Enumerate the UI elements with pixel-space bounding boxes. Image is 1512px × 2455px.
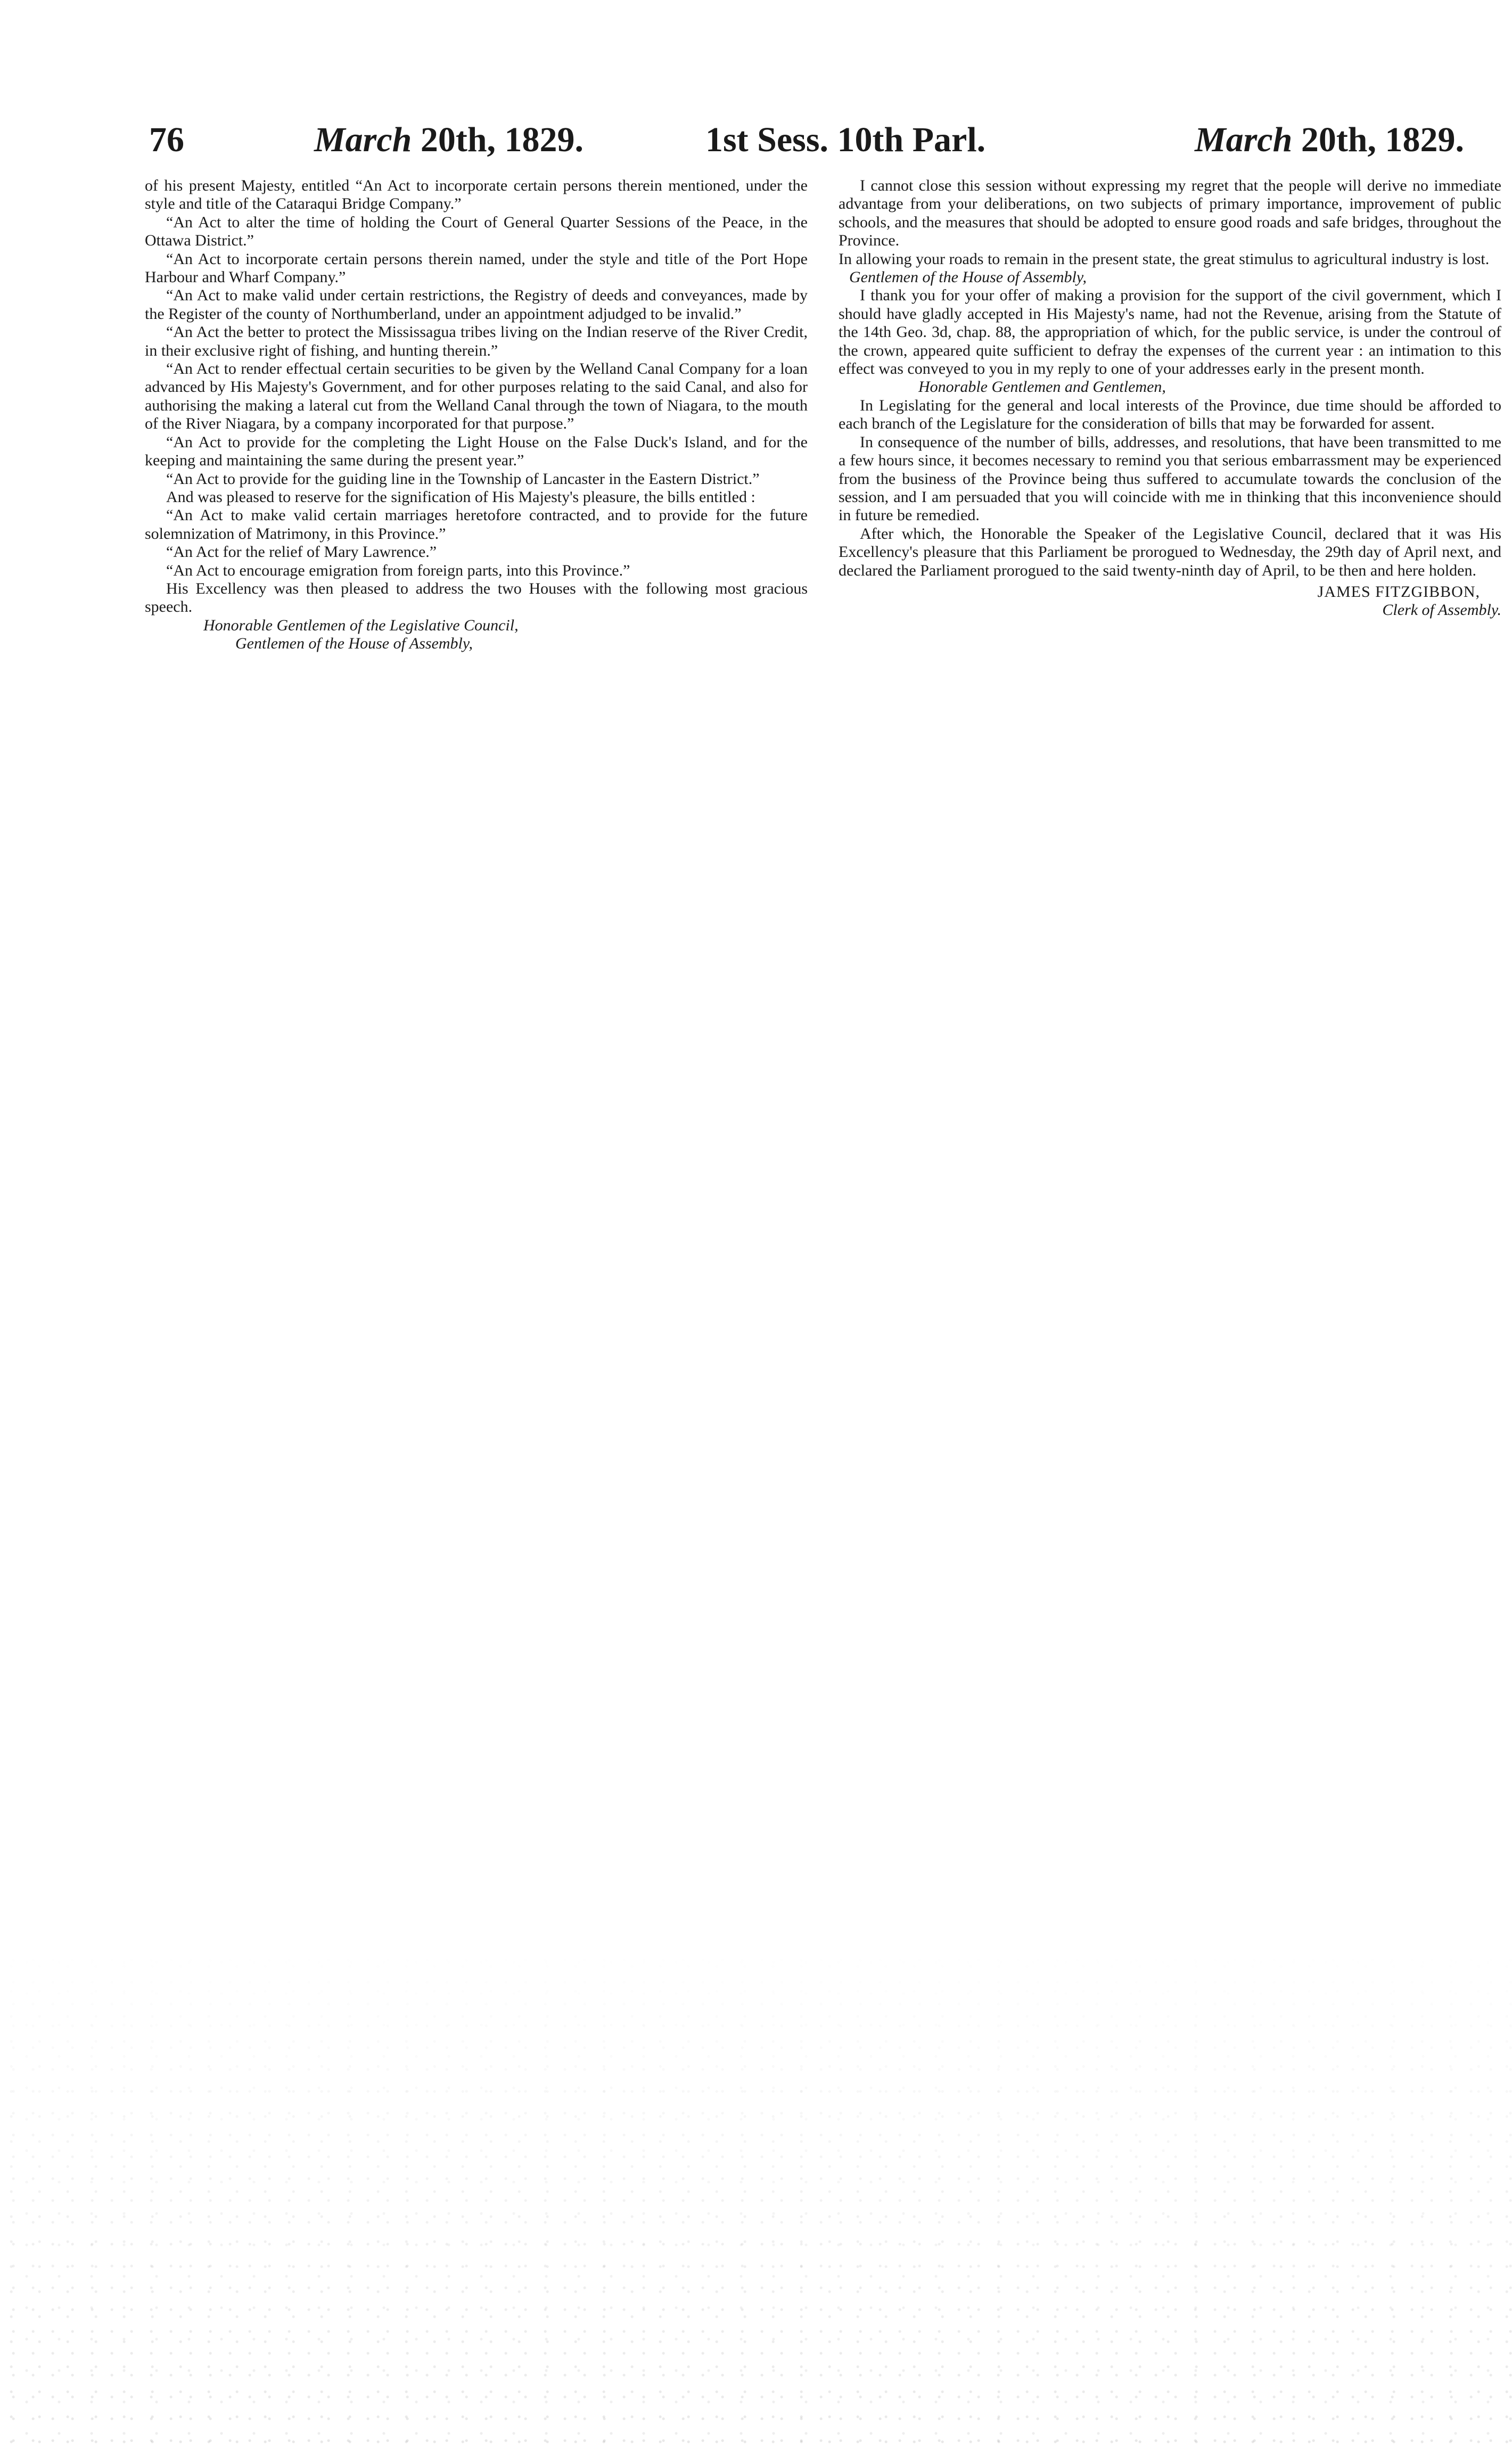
signatory-title: Clerk of Assembly. — [1382, 601, 1501, 619]
salutation: Gentlemen of the House of Assembly, — [849, 268, 1087, 286]
paragraph: “An Act to make valid certain marriages heretofore contracted, and to provide for the future solemnization of Matrimony, in this Province.” — [145, 506, 808, 543]
running-head — [149, 116, 1464, 164]
paragraph: “An Act to provide for the completing the Light House on the False Duck's Island, and for the keeping and maintaining the same during the present year.” — [145, 433, 808, 470]
salutation: Gentlemen of the House of Assembly, — [235, 635, 473, 653]
signature-block — [839, 583, 1501, 620]
date-left-rest: 20th, 1829. — [412, 120, 584, 159]
paragraph: His Excellency was then pleased to address the two Houses with the following most gracious speech. — [145, 579, 808, 616]
paragraph: “An Act the better to protect the Mississagua tribes living on the Indian reserve of the River Credit, in their exclusive right of fishing, and hunting therein.” — [145, 323, 808, 359]
paragraph: And was pleased to reserve for the signification of His Majesty's pleasure, the bills entitled : — [166, 488, 755, 506]
paragraph: “An Act to provide for the guiding line in the Township of Lancaster in the Eastern District.” — [166, 470, 760, 488]
date-left-month: March — [314, 120, 412, 159]
paragraph: “An Act to encourage emigration from foreign parts, into this Province.” — [166, 561, 630, 579]
paragraph: “An Act to render effectual certain securities to be given by the Welland Canal Company for a loan advanced by His Majesty's Government, and for other purposes relating to the said Canal, and also for authorising the making a lateral cut from the Welland Canal through the town of Niagara, to the mouth of the River Niagara, by a company incorporated for that purpose.” — [145, 360, 808, 433]
paragraph: In allowing your roads to remain in the present state, the great stimulus to agricultural industry is lost. — [839, 250, 1490, 268]
paragraph: In Legislating for the general and local interests of the Province, due time should be afforded to each branch of the Legislature for the consideration of bills that may be forwarded for assent. — [839, 396, 1501, 433]
salutation: Honorable Gentlemen and Gentlemen, — [918, 378, 1166, 396]
session-label: 1st Sess. 10th Parl. — [705, 120, 986, 159]
paragraph: “An Act to incorporate certain persons therein named, under the style and title of the Port Hope Harbour and Wharf Company.” — [145, 250, 808, 286]
signatory-name: JAMES FITZGIBBON, — [1317, 582, 1480, 601]
date-right-month: March — [1194, 120, 1293, 159]
paragraph: In consequence of the number of bills, addresses, and resolutions, that have been transmitted to me a few hours since, it becomes necessary to remind you that serious embarrassment may be experienced from the business of the Province being thus suffered to accumulate towards the conclusion of the session, and I am persuaded that you will coincide with me in thinking that this inconvenience should in future be remedied. — [839, 433, 1501, 524]
page-number: 76 — [149, 120, 184, 159]
scan-speckle — [0, 1943, 1512, 2455]
salutation: Honorable Gentlemen of the Legislative Council, — [203, 616, 519, 634]
paragraph: After which, the Honorable the Speaker of the Legislative Council, declared that it was His Excellency's pleasure that this Parliament be prorogued to Wednesday, the 29th day of April next, and declared the Parliament prorogued to the said twenty-ninth day of April, to be then and here holden. — [839, 524, 1501, 579]
left-column — [145, 177, 808, 653]
paragraph: I thank you for your offer of making a provision for the support of the civil government, which I should have gladly accepted in His Majesty's name, had not the Revenue, arising from the Statute of the 14th Geo. 3d, chap. 88, the appropriation of which, for the public service, is under the controul of the crown, appeared quite sufficient to defray the expenses of the current year : an intimation to this effect was conveyed to you in my reply to one of your addresses early in the present month. — [839, 286, 1501, 378]
date-right-rest: 20th, 1829. — [1292, 120, 1464, 159]
right-column — [839, 177, 1501, 620]
paragraph: I cannot close this session without expressing my regret that the people will derive no immediate advantage from your deliberations, on two subjects of primary importance, improvement of public schools, and the measures that should be adopted to ensure good roads and safe bridges, throughout the Province. — [839, 177, 1501, 250]
paragraph: “An Act to make valid under certain restrictions, the Registry of deeds and conveyances, made by the Register of the county of Northumberland, under an appointment adjudged to be invalid.” — [145, 286, 808, 323]
paragraph: of his present Majesty, entitled “An Act to incorporate certain persons therein mentioned, under the style and title of the Cataraqui Bridge Company.” — [145, 177, 808, 213]
date-left — [314, 116, 584, 164]
paragraph: “An Act to alter the time of holding the Court of General Quarter Sessions of the Peace, in the Ottawa District.” — [145, 213, 808, 250]
date-right — [1195, 116, 1464, 164]
paragraph: “An Act for the relief of Mary Lawrence.” — [166, 543, 437, 561]
